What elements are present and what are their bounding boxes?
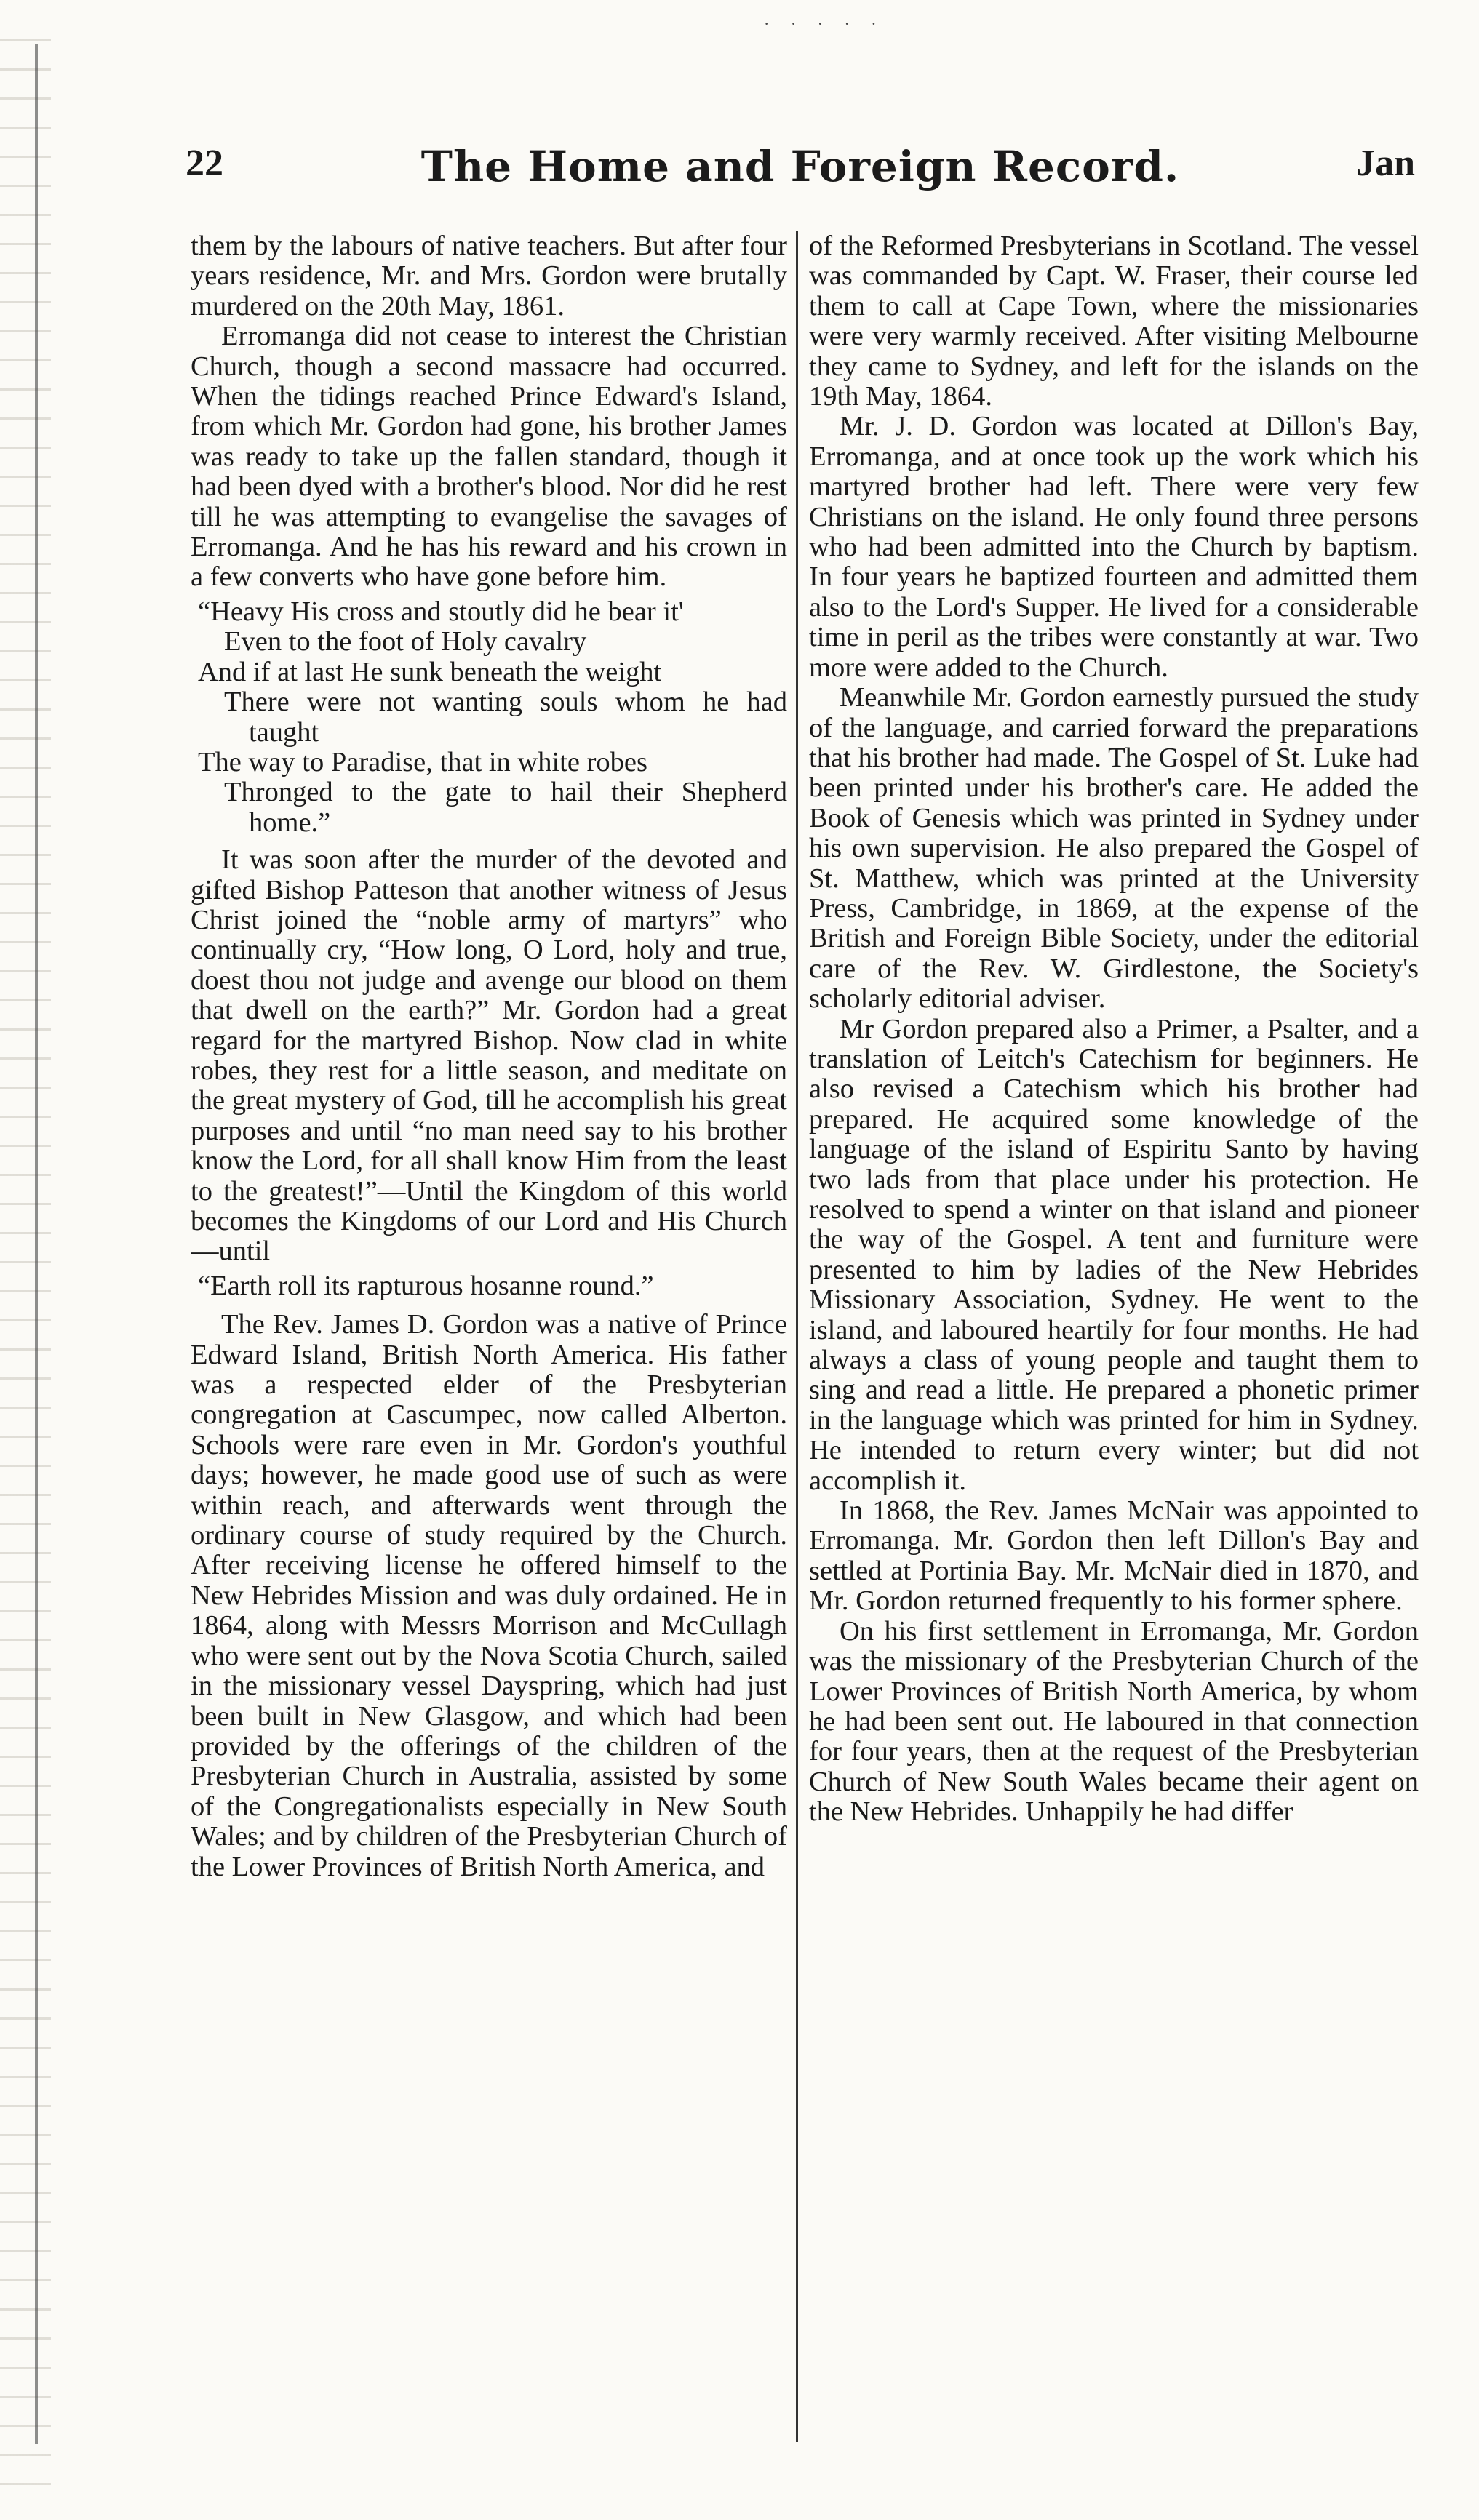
poem-line: And if at last He sunk beneath the weight: [198, 656, 662, 687]
binding-edge: [0, 29, 51, 2487]
paragraph: It was soon after the murder of the devoted and gifted Bishop Patteson that another witness of Jesus Christ joined the “noble army of martyrs” who continually cry, “How long, O Lord, holy and true, doest thou not judge and avenge our blood on them that dwell on the earth?” Mr. Gordon had a great regard for the martyred Bishop. Now clad in white robes, they rest for a little season, and meditate on the great mystery of God, till he accomplish his great purposes and until “no man need say to his brother know the Lord, for all shall know Him from the least to the greatest!”—Until the Kingdom of this world becomes the Kingdoms of our Lord and His Church—until: [191, 844, 787, 1267]
paragraph: Meanwhile Mr. Gordon earnestly pursued the study of the language, and carried forward the preparations that his brother had made. The Gospel of St. Luke had been printed under his brother's care. He added the Book of Genesis which was printed in Sydney under his own supervision. He also prepared the Gospel of St. Matthew, which was printed at the University Press, Cambridge, in 1869, at the expense of the British and Foreign Bible Society, under the editorial care of the Rev. W. Girdlestone, the Society's scholarly editorial adviser.: [809, 682, 1419, 1015]
paragraph: The Rev. James D. Gordon was a native of Prince Edward Island, British North America. His father was a respected elder of the Presbyterian congregation at Cascumpec, now called Alberton. Schools were rare even in Mr. Gordon's youthful days; however, he made good use of such as were within reach, and afterwards went through the ordinary course of study required by the Church. After receiving license he offered himself to the New Hebrides Mission and was duly ordained. He in 1864, along with Messrs Morrison and McCullagh who were sent out by the Nova Scotia Church, sailed in the missionary vessel Dayspring, which had just been built in New Glasgow, and which had been provided by the offerings of the children of the Presbyterian Church in Australia, assisted by some of the Congregationalists especially in New South Wales; and by children of the Presbyterian Church of the Lower Provinces of British North America, and: [191, 1309, 787, 1882]
paragraph: of the Reformed Presbyterians in Scotland. The vessel was commanded by Capt. W. Fraser, their course led them to call at Cape Town, where the missionaries were very warmly received. After visiting Melbourne they came to Sydney, and left for the islands on the 19th May, 1864.: [809, 231, 1419, 412]
binding-shadow: [35, 44, 38, 2444]
paragraph: On his first settlement in Erromanga, Mr. Gordon was the missionary of the Presbyterian Church of the Lower Provinces of British North America, by whom he had been sent out. He laboured in that connection for four years, then at the request of the Presbyterian Church of New South Wales became their agent on the New Hebrides. Unhappily he had differ: [809, 1615, 1419, 1828]
issue-month: Jan: [1356, 143, 1415, 184]
poem-line: Even to the foot of Holy cavalry: [224, 626, 587, 657]
poem-line: Thronged to the gate to hail their Shepherd home.”: [224, 777, 787, 838]
journal-title: The Home and Foreign Record.: [420, 142, 1180, 191]
poem: [198, 597, 787, 838]
paragraph: In 1868, the Rev. James McNair was appointed to Erromanga. Mr. Gordon then left Dillon's Bay and settled at Portinia Bay. Mr. McNair died in 1870, and Mr. Gordon returned frequently to his former sphere.: [809, 1495, 1419, 1617]
paragraph: Mr Gordon prepared also a Primer, a Psalter, and a translation of Leitch's Catechism for beginners. He also revised a Catechism which his brother had prepared. He acquired some knowledge of the language of the island of Espiritu Santo by having two lads from that place under his protection. He resolved to spend a winter on that island and pioneer the way of the Gospel. A tent and furniture were presented to him by ladies of the New Hebrides Missionary Association, Sydney. He went to the island, and laboured heartily for four months. He had always a class of young people and taught them to sing and read a little. He prepared a phonetic primer in the language which was printed for him in Sydney. He intended to return every winter; but did not accomplish it.: [809, 1013, 1419, 1496]
running-header: [186, 142, 1415, 200]
left-column: [191, 231, 787, 2449]
column-rule: [796, 231, 798, 2442]
poem-line: “Heavy His cross and stoutly did he bear it': [198, 596, 684, 627]
paragraph: them by the labours of native teachers. But after four years residence, Mr. and Mrs. Gordon were brutally murdered on the 20th May, 1861.: [191, 231, 787, 321]
poem-line: The way to Paradise, that in white robes: [198, 746, 647, 777]
right-column: [809, 231, 1419, 2449]
paragraph: Mr. J. D. Gordon was located at Dillon's Bay, Erromanga, and at once took up the work which his martyred brother had left. There were very few Christians on the island. He only found three persons who had been admitted into the Church by baptism. In four years he baptized fourteen and admitted them also to the Lord's Supper. He lived for a considerable time in peril as the tribes were constantly at war. Two more were added to the Church.: [809, 411, 1419, 683]
poem-line: There were not wanting souls whom he had taught: [224, 687, 787, 748]
paragraph: Erromanga did not cease to interest the Christian Church, though a second massacre had occurred. When the tidings reached Prince Edward's Island, from which Mr. Gordon had gone, his brother James was ready to take up the fallen standard, though it had been dyed with a brother's blood. Nor did he rest till he was attempting to evangelise the savages of Erromanga. And he has his reward and his crown in a few converts who have gone before him.: [191, 321, 787, 593]
page-number: 22: [186, 143, 223, 184]
quote: “Earth roll its rapturous hosanne round.”: [198, 1270, 654, 1301]
scan-marks: · · · · ·: [764, 15, 885, 33]
